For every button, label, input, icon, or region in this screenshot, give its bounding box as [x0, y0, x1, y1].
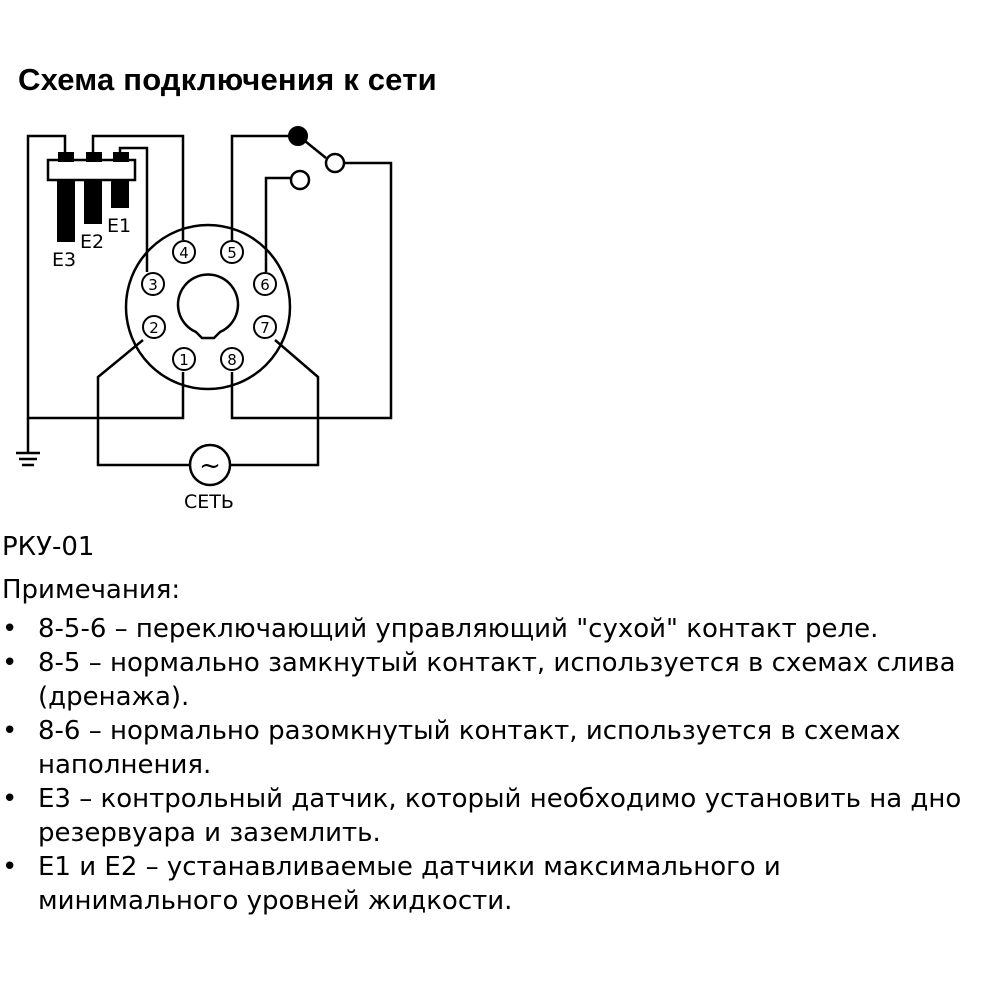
- label-e1: E1: [107, 215, 132, 237]
- note-line: E3 – контрольный датчик, который необходимо установить на дно: [38, 784, 962, 814]
- pin-6-label: 6: [260, 276, 270, 294]
- pin-4-label: 4: [179, 244, 189, 262]
- pin-5-label: 5: [227, 244, 237, 262]
- contact-nc: [326, 154, 344, 172]
- pin-group: [142, 241, 276, 370]
- note-line: 8-6 – нормально разомкнутый контакт, используется в схемах: [38, 716, 901, 746]
- note-item: • E3 – контрольный датчик, который необходимо установить на дно резервуара и заземлить.: [2, 784, 962, 848]
- pin-1-label: 1: [179, 351, 189, 369]
- note-item: • 8-5-6 – переключающий управляющий "сухой" контакт реле.: [2, 614, 879, 644]
- note-line: 8-5 – нормально замкнутый контакт, используется в схемах слива: [38, 648, 956, 678]
- electrode-e1: [111, 180, 129, 208]
- label-e3: E3: [52, 249, 77, 271]
- electrode-plate: [48, 160, 135, 180]
- notes-list: [0, 612, 1000, 918]
- contact-common: [289, 127, 307, 145]
- socket-key: [178, 275, 238, 338]
- wire-pin6-no: [266, 178, 298, 272]
- note-line: резервуара и заземлить.: [38, 818, 381, 848]
- electrode-e2: [84, 180, 102, 224]
- pin-2-label: 2: [149, 319, 159, 337]
- note-line: наполнения.: [38, 750, 212, 780]
- label-e2: E2: [80, 231, 105, 253]
- notes-title: Примечания:: [2, 575, 181, 605]
- note-line: E1 и E2 – устанавливаемые датчики максимального и: [38, 852, 781, 882]
- relay-socket: [126, 225, 290, 389]
- note-line: минимального уровней жидкости.: [38, 886, 513, 916]
- note-line: (дренажа).: [38, 682, 190, 712]
- contact-no: [291, 171, 309, 189]
- note-item: • E1 и E2 – устанавливаемые датчики максимального и минимального уровней жидкости.: [2, 852, 781, 916]
- ground-icon: [16, 453, 40, 465]
- note-line: 8-5-6 – переключающий управляющий "сухой" контакт реле.: [38, 614, 879, 644]
- ac-symbol: ~: [199, 451, 221, 481]
- page-title: Схема подключения к сети: [18, 62, 437, 97]
- source-label: СЕТЬ: [184, 491, 234, 513]
- note-item: • 8-6 – нормально разомкнутый контакт, используется в схемах наполнения.: [2, 716, 901, 780]
- electrode-e3: [57, 180, 75, 242]
- pin-8-label: 8: [227, 351, 237, 369]
- pin-7-label: 7: [260, 319, 270, 337]
- note-item: • 8-5 – нормально замкнутый контакт, используется в схемах слива (дренажа).: [2, 648, 956, 712]
- pin-3-label: 3: [148, 276, 158, 294]
- model-name: РКУ-01: [2, 532, 95, 562]
